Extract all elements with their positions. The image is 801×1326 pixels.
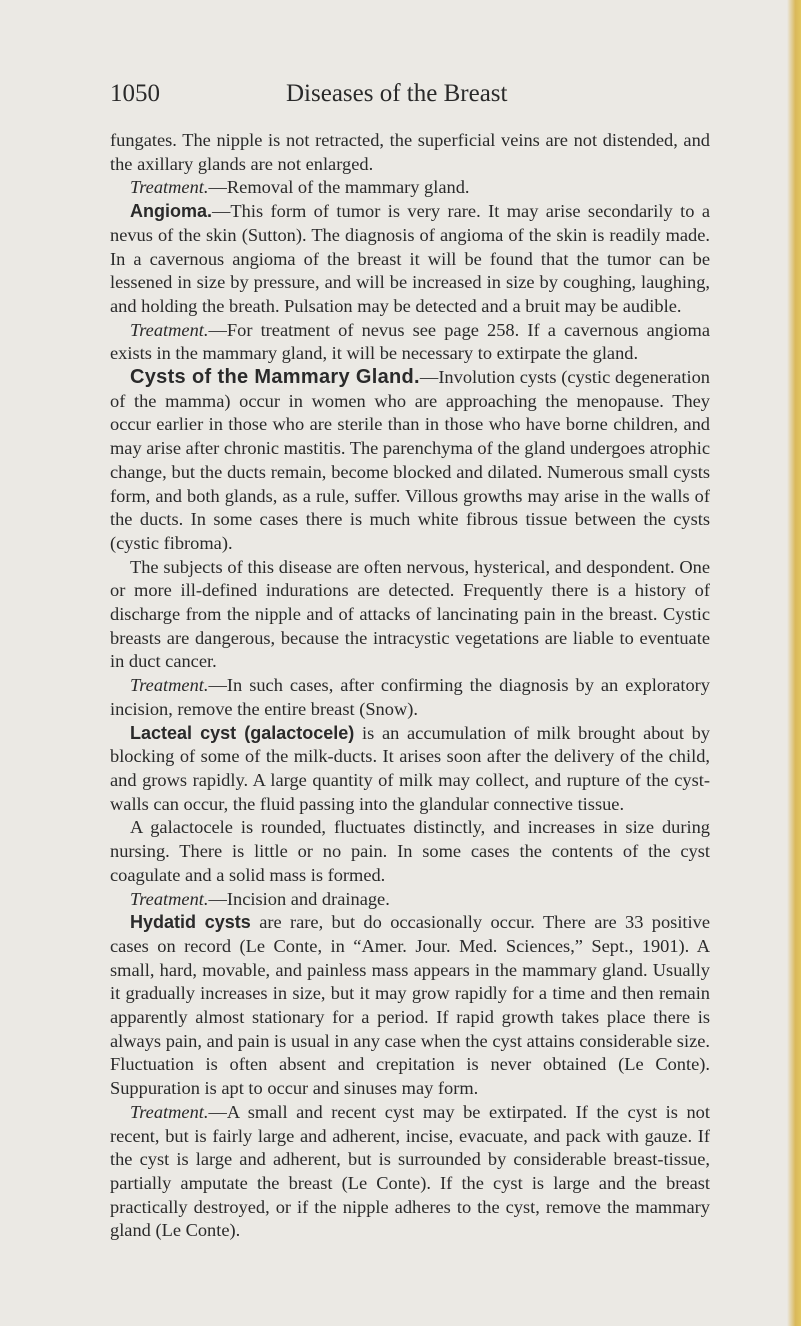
body-text (110, 129, 710, 1243)
treatment-heading: Treatment. (130, 888, 209, 909)
paragraph: Angioma.—This form of tumor is very rare. It may arise secondarily to a nevus of the skin (Sutton). The diagnosis of angioma of the skin is readily made. In a cavernous angioma of the breast it will be found that the tumor can be lessened in size by pressure, and will be increased in size by coughing, laughing, and holding the breath. Pulsation may be detected and a bruit may be audible. (110, 201, 710, 316)
section-heading: Cysts of the Mammary Gland. (130, 366, 420, 389)
treatment-heading: Treatment. (130, 1101, 209, 1122)
paragraph: fungates. The nipple is not retracted, the superficial veins are not distended, and the axillary glands are not enlarged. (110, 130, 710, 174)
paragraph: A galactocele is rounded, fluctuates distinctly, and increases in size during nursing. There is little or no pain. In some cases the contents of the cyst coagulate and a solid mass is formed. (110, 817, 710, 885)
treatment-heading: Treatment. (130, 177, 209, 198)
section-heading: Hydatid cysts (130, 912, 251, 933)
page-edge (787, 0, 801, 1326)
paragraph: Treatment.—In such cases, after confirming the diagnosis by an exploratory incision, remove the entire breast (Snow). (110, 675, 710, 719)
paragraph: Treatment.—For treatment of nevus see page 258. If a cavernous angioma exists in the mammary gland, it will be necessary to extirpate the gland. (110, 319, 710, 364)
section-heading: Lacteal cyst (galactocele) (130, 722, 355, 743)
running-header (110, 80, 610, 114)
chapter-title: Diseases of the Breast (286, 80, 508, 107)
paragraph: Hydatid cysts are rare, but do occasionally occur. There are 33 positive cases on record (Le Conte, in “Amer. Jour. Med. Sciences,” Sept., 1901). A small, hard, movable, and painless mass appears in the mammary gland. Usually it gradually increases in size, but it may grow rapidly for a time and then remain apparently almost stationary for a period. If rapid growth takes place there is always pain, and pain is usual in any case when the cyst attains considerable size. Fluctuation is often absent and crepitation is never obtained (Le Conte). Suppuration is apt to occur and sinuses may form. (110, 912, 711, 1099)
paragraph: Cysts of the Mammary Gland.—Involution cysts (cystic degeneration of the mamma) occur in women who are approaching the menopause. They occur earlier in those who are sterile than in those who have borne children, and may arise after chronic mastitis. The parenchyma of the gland undergoes atrophic change, but the ducts remain, become blocked and dilated. Numerous small cysts form, and both glands, as a rule, suffer. Villous growths may arise in the walls of the ducts. In some cases there is much white fibrous tissue between the cysts (cystic fibroma). (110, 366, 710, 553)
paragraph: Lacteal cyst (galactocele) is an accumulation of milk brought about by blocking of some of the milk-ducts. It arises soon after the delivery of the child, and grows rapidly. A large quantity of milk may collect, and rupture of the cyst-walls can occur, the fluid passing into the glandular connective tissue. (110, 722, 711, 814)
paragraph: Treatment.—A small and recent cyst may be extirpated. If the cyst is not recent, but is fairly large and adherent, incise, evacuate, and pack with gauze. If the cyst is large and adherent, but is surrounded by considerable breast-tissue, partially amputate the breast (Le Conte). If the cyst is large and the breast practically destroyed, or if the nipple adheres to the cyst, remove the mammary gland (Le Conte). (110, 1101, 710, 1241)
treatment-heading: Treatment. (130, 675, 209, 696)
paragraph: Treatment.—Incision and drainage. (130, 888, 390, 909)
section-heading: Angioma. (130, 201, 213, 222)
paragraph: Treatment.—Removal of the mammary gland. (130, 177, 470, 198)
paragraph: The subjects of this disease are often nervous, hysterical, and despondent. One or more ill-defined indurations are detected. Frequently there is a history of discharge from the nipple and of attacks of lancinating pain in the breast. Cystic breasts are dangerous, because the intracystic vegetations are liable to eventuate in duct cancer. (110, 556, 710, 672)
treatment-heading: Treatment. (130, 319, 209, 340)
page-number: 1050 (110, 80, 160, 107)
